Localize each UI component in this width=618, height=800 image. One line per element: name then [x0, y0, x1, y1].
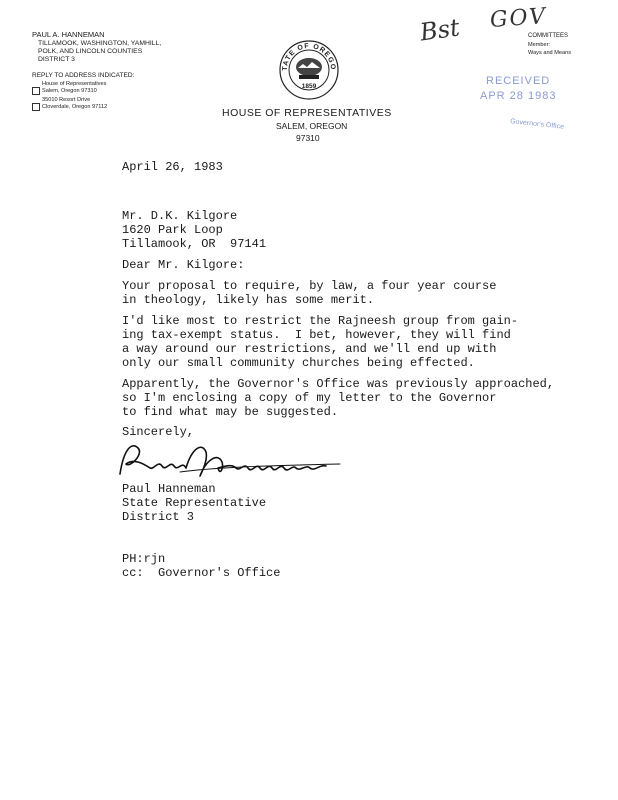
paragraph-1-line-1: Your proposal to require, by law, a four year course	[122, 279, 497, 293]
seal-icon	[279, 40, 339, 100]
received-stamp-date: APR 28 1983	[480, 90, 557, 102]
recipient-city: Tillamook, OR 97141	[122, 237, 267, 251]
salutation: Dear Mr. Kilgore:	[122, 258, 245, 272]
handwritten-gov: GOV	[489, 4, 548, 33]
paragraph-2-line-4: only our small community churches being effected.	[122, 356, 475, 370]
paragraph-2-line-2: ing tax-exempt status. I bet, however, they will find	[122, 328, 511, 342]
address-option-1-line1: House of Representatives	[42, 81, 107, 87]
signer-name: Paul Hanneman	[122, 482, 216, 496]
sender-name: PAUL A. HANNEMAN	[32, 30, 105, 39]
recipient-street: 1620 Park Loop	[122, 223, 223, 237]
paragraph-2-line-1: I'd like most to restrict the Rajneesh group from gain-	[122, 314, 519, 328]
recipient-name: Mr. D.K. Kilgore	[122, 209, 238, 223]
sender-counties-1: TILLAMOOK, WASHINGTON, YAMHILL,	[38, 40, 162, 47]
house-title: HOUSE OF REPRESENTATIVES	[222, 107, 392, 119]
paragraph-3-line-1: Apparently, the Governor's Office was previously approached,	[122, 377, 555, 391]
handwritten-initials: Bst	[418, 13, 462, 47]
committee-name: Ways and Means	[528, 50, 572, 56]
cc-line: cc: Governor's Office	[122, 566, 281, 580]
reply-label: REPLY TO ADDRESS INDICATED:	[32, 72, 135, 79]
address-checkbox-2	[32, 98, 40, 116]
received-stamp-title: RECEIVED	[486, 75, 551, 87]
received-stamp-office: Governor's Office	[509, 118, 565, 131]
address-option-2-line1: 35010 Resort Drive	[42, 97, 91, 103]
closing: Sincerely,	[122, 425, 195, 439]
sender-district: DISTRICT 3	[38, 56, 75, 63]
paragraph-3-line-2: so I'm enclosing a copy of my letter to the Governor	[122, 391, 497, 405]
seal-year: 1859	[301, 83, 317, 90]
signer-district: District 3	[122, 510, 195, 524]
paragraph-1-line-2: in theology, likely has some merit.	[122, 293, 375, 307]
state-seal	[279, 40, 339, 100]
address-option-1-line2: Salem, Oregon 97310	[42, 88, 97, 94]
sender-counties-2: POLK, AND LINCOLN COUNTIES	[38, 48, 143, 55]
signer-title: State Representative	[122, 496, 267, 510]
signature-icon	[110, 438, 350, 486]
zip-line: 97310	[296, 133, 320, 143]
paragraph-2-line-3: a way around our restrictions, and we'll end up with	[122, 342, 497, 356]
city-line: SALEM, OREGON	[276, 121, 348, 131]
committees-label: COMMITTEES	[528, 33, 568, 39]
seal-text: TATE OF OREGO	[281, 42, 337, 72]
letter-date: April 26, 1983	[122, 160, 223, 174]
typist-initials: PH:rjn	[122, 552, 166, 566]
signature	[110, 438, 350, 486]
paragraph-3-line-3: to find what may be suggested.	[122, 405, 339, 419]
address-option-2-line2: Cloverdale, Oregon 97112	[42, 104, 108, 110]
member-label: Member:	[528, 42, 551, 48]
